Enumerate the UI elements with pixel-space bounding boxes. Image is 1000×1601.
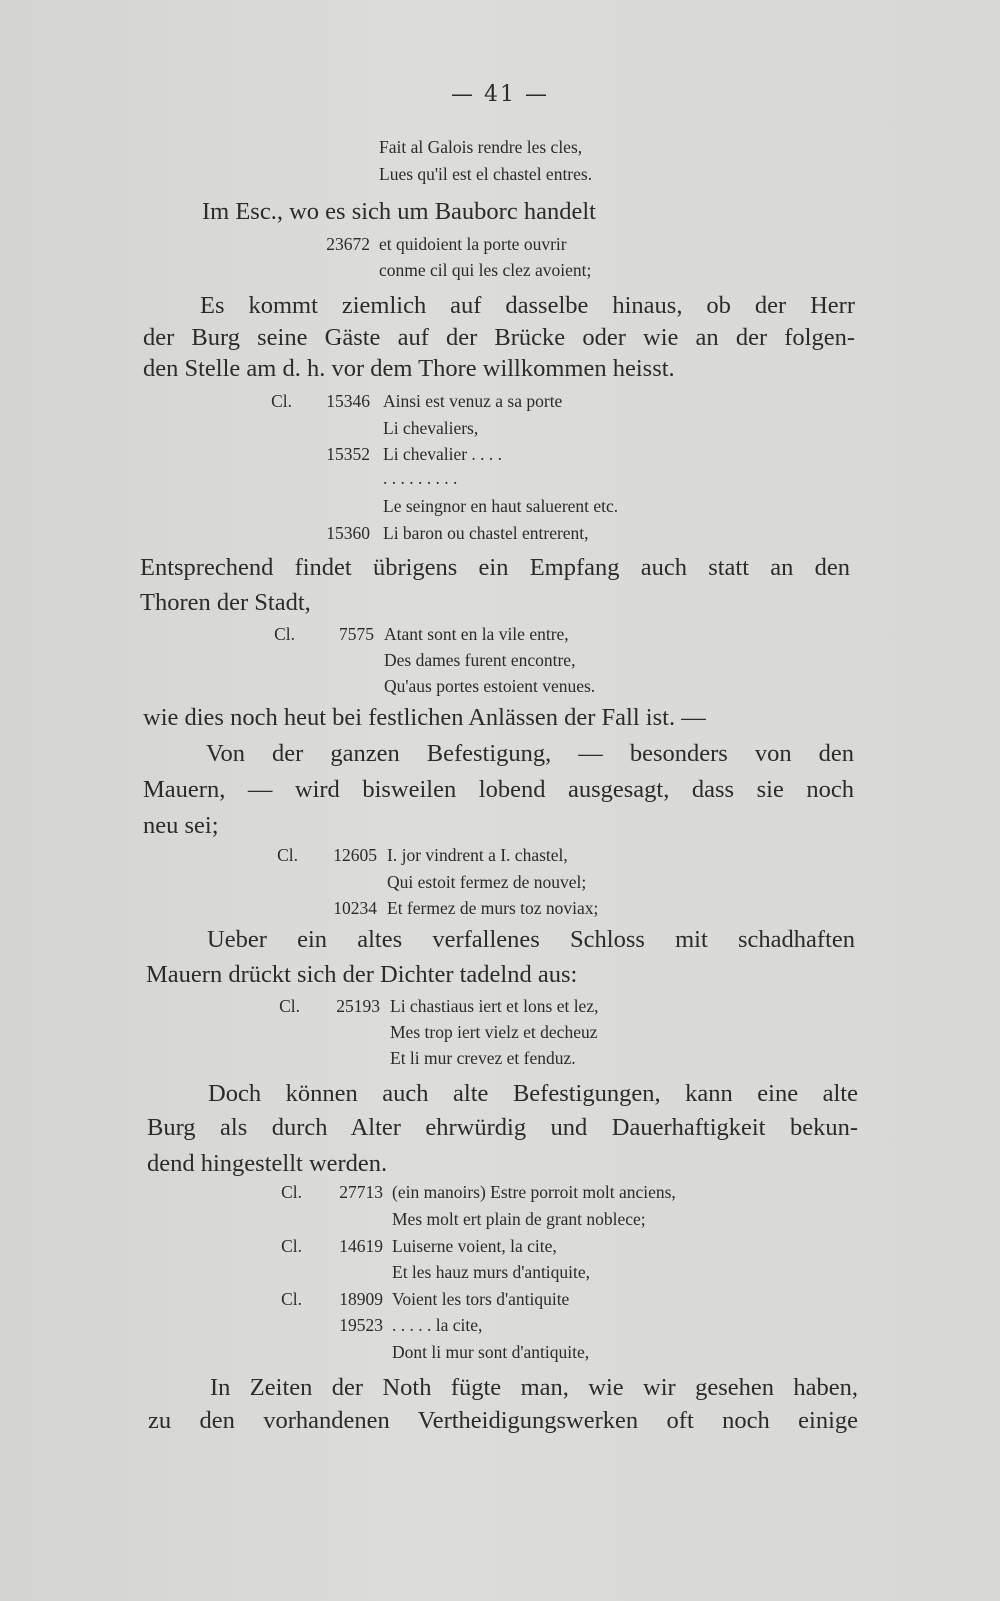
quote-line: Qu'aus portes estoient venues.: [384, 676, 596, 696]
body-line: Burg als durch Alter ehrwürdig und Dauerhaftigkeit bekun-: [147, 1114, 858, 1141]
citation-source: Cl.: [271, 391, 292, 411]
line-number: 15352: [326, 444, 370, 464]
quote-line: Des dames furent encontre,: [384, 650, 576, 670]
line-number: 19523: [339, 1315, 383, 1335]
line-number: 25193: [336, 996, 380, 1016]
quote-line: Li chastiaus iert et lons et lez,: [390, 996, 599, 1016]
body-line: In Zeiten der Noth fügte man, wie wir gesehen haben,: [210, 1374, 858, 1401]
body-line: der Burg seine Gäste auf der Brücke oder wie an der folgen-: [143, 324, 855, 351]
line-number: 27713: [339, 1182, 383, 1202]
line-number: 7575: [339, 624, 374, 644]
quote-line: Mes molt ert plain de grant noblece;: [392, 1209, 646, 1229]
line-number: 14619: [339, 1236, 383, 1256]
body-line: den Stelle am d. h. vor dem Thore willkommen heisst.: [143, 355, 675, 382]
quote-line: Et li mur crevez et fenduz.: [390, 1048, 576, 1068]
quote-line: I. jor vindrent a I. chastel,: [387, 845, 568, 865]
body-line: Mauern drückt sich der Dichter tadelnd aus:: [146, 961, 578, 988]
body-line: Entsprechend findet übrigens ein Empfang auch statt an den: [140, 554, 850, 581]
quote-line: Mes trop iert vielz et decheuz: [390, 1022, 598, 1042]
quote-line: Le seingnor en haut saluerent etc.: [383, 496, 619, 516]
quote-line: Fait al Galois rendre les cles,: [379, 137, 583, 157]
body-line: Im Esc., wo es sich um Bauborc handelt: [202, 198, 596, 225]
body-line: dend hingestellt werden.: [147, 1150, 388, 1177]
line-number: 15346: [326, 391, 370, 411]
quote-line: Voient les tors d'antiquite: [392, 1289, 570, 1309]
quote-line: Et les hauz murs d'antiquite,: [392, 1262, 591, 1282]
quote-line: Qui estoit fermez de nouvel;: [387, 872, 587, 892]
line-number: 15360: [326, 523, 370, 543]
quote-line: Lues qu'il est el chastel entres.: [379, 164, 593, 184]
quote-line: Li chevalier . . . .: [383, 444, 503, 464]
body-line: Es kommt ziemlich auf dasselbe hinaus, ob der Herr: [200, 292, 855, 319]
quote-line: Li chevaliers,: [383, 418, 479, 438]
quote-line: . . . . . la cite,: [392, 1315, 483, 1335]
body-line: Ueber ein altes verfallenes Schloss mit schadhaften: [207, 926, 855, 953]
body-line: Doch können auch alte Befestigungen, kann eine alte: [208, 1080, 858, 1107]
quote-line: Et fermez de murs toz noviax;: [387, 898, 599, 918]
quote-line: Dont li mur sont d'antiquite,: [392, 1342, 590, 1362]
citation-source: Cl.: [274, 624, 295, 644]
body-line: zu den vorhandenen Vertheidigungswerken oft noch einige: [148, 1407, 858, 1434]
citation-source: Cl.: [281, 1289, 302, 1309]
line-number: 18909: [339, 1289, 383, 1309]
citation-source: Cl.: [281, 1236, 302, 1256]
line-number: 23672: [326, 234, 370, 254]
body-line: Mauern, — wird bisweilen lobend ausgesagt, dass sie noch: [143, 776, 854, 803]
page-number: — 41 —: [451, 82, 549, 107]
quote-line: et quidoient la porte ouvrir: [379, 234, 567, 254]
body-line: Thoren der Stadt,: [140, 589, 311, 616]
line-number: 12605: [333, 845, 377, 865]
line-number: 10234: [333, 898, 377, 918]
body-line: wie dies noch heut bei festlichen Anlässen der Fall ist. —: [143, 704, 706, 731]
quote-line: Atant sont en la vile entre,: [384, 624, 569, 644]
quote-line: (ein manoirs) Estre porroit molt anciens,: [392, 1182, 676, 1202]
body-line: Von der ganzen Befestigung, — besonders von den: [206, 740, 854, 767]
quote-line: Li baron ou chastel entrerent,: [383, 523, 589, 543]
quote-line: . . . . . . . . .: [383, 468, 458, 488]
citation-source: Cl.: [279, 996, 300, 1016]
citation-source: Cl.: [281, 1182, 302, 1202]
citation-source: Cl.: [277, 845, 298, 865]
quote-line: Luiserne voient, la cite,: [392, 1236, 557, 1256]
body-line: neu sei;: [143, 812, 219, 839]
quote-line: conme cil qui les clez avoient;: [379, 260, 592, 280]
quote-line: Ainsi est venuz a sa porte: [383, 391, 563, 411]
